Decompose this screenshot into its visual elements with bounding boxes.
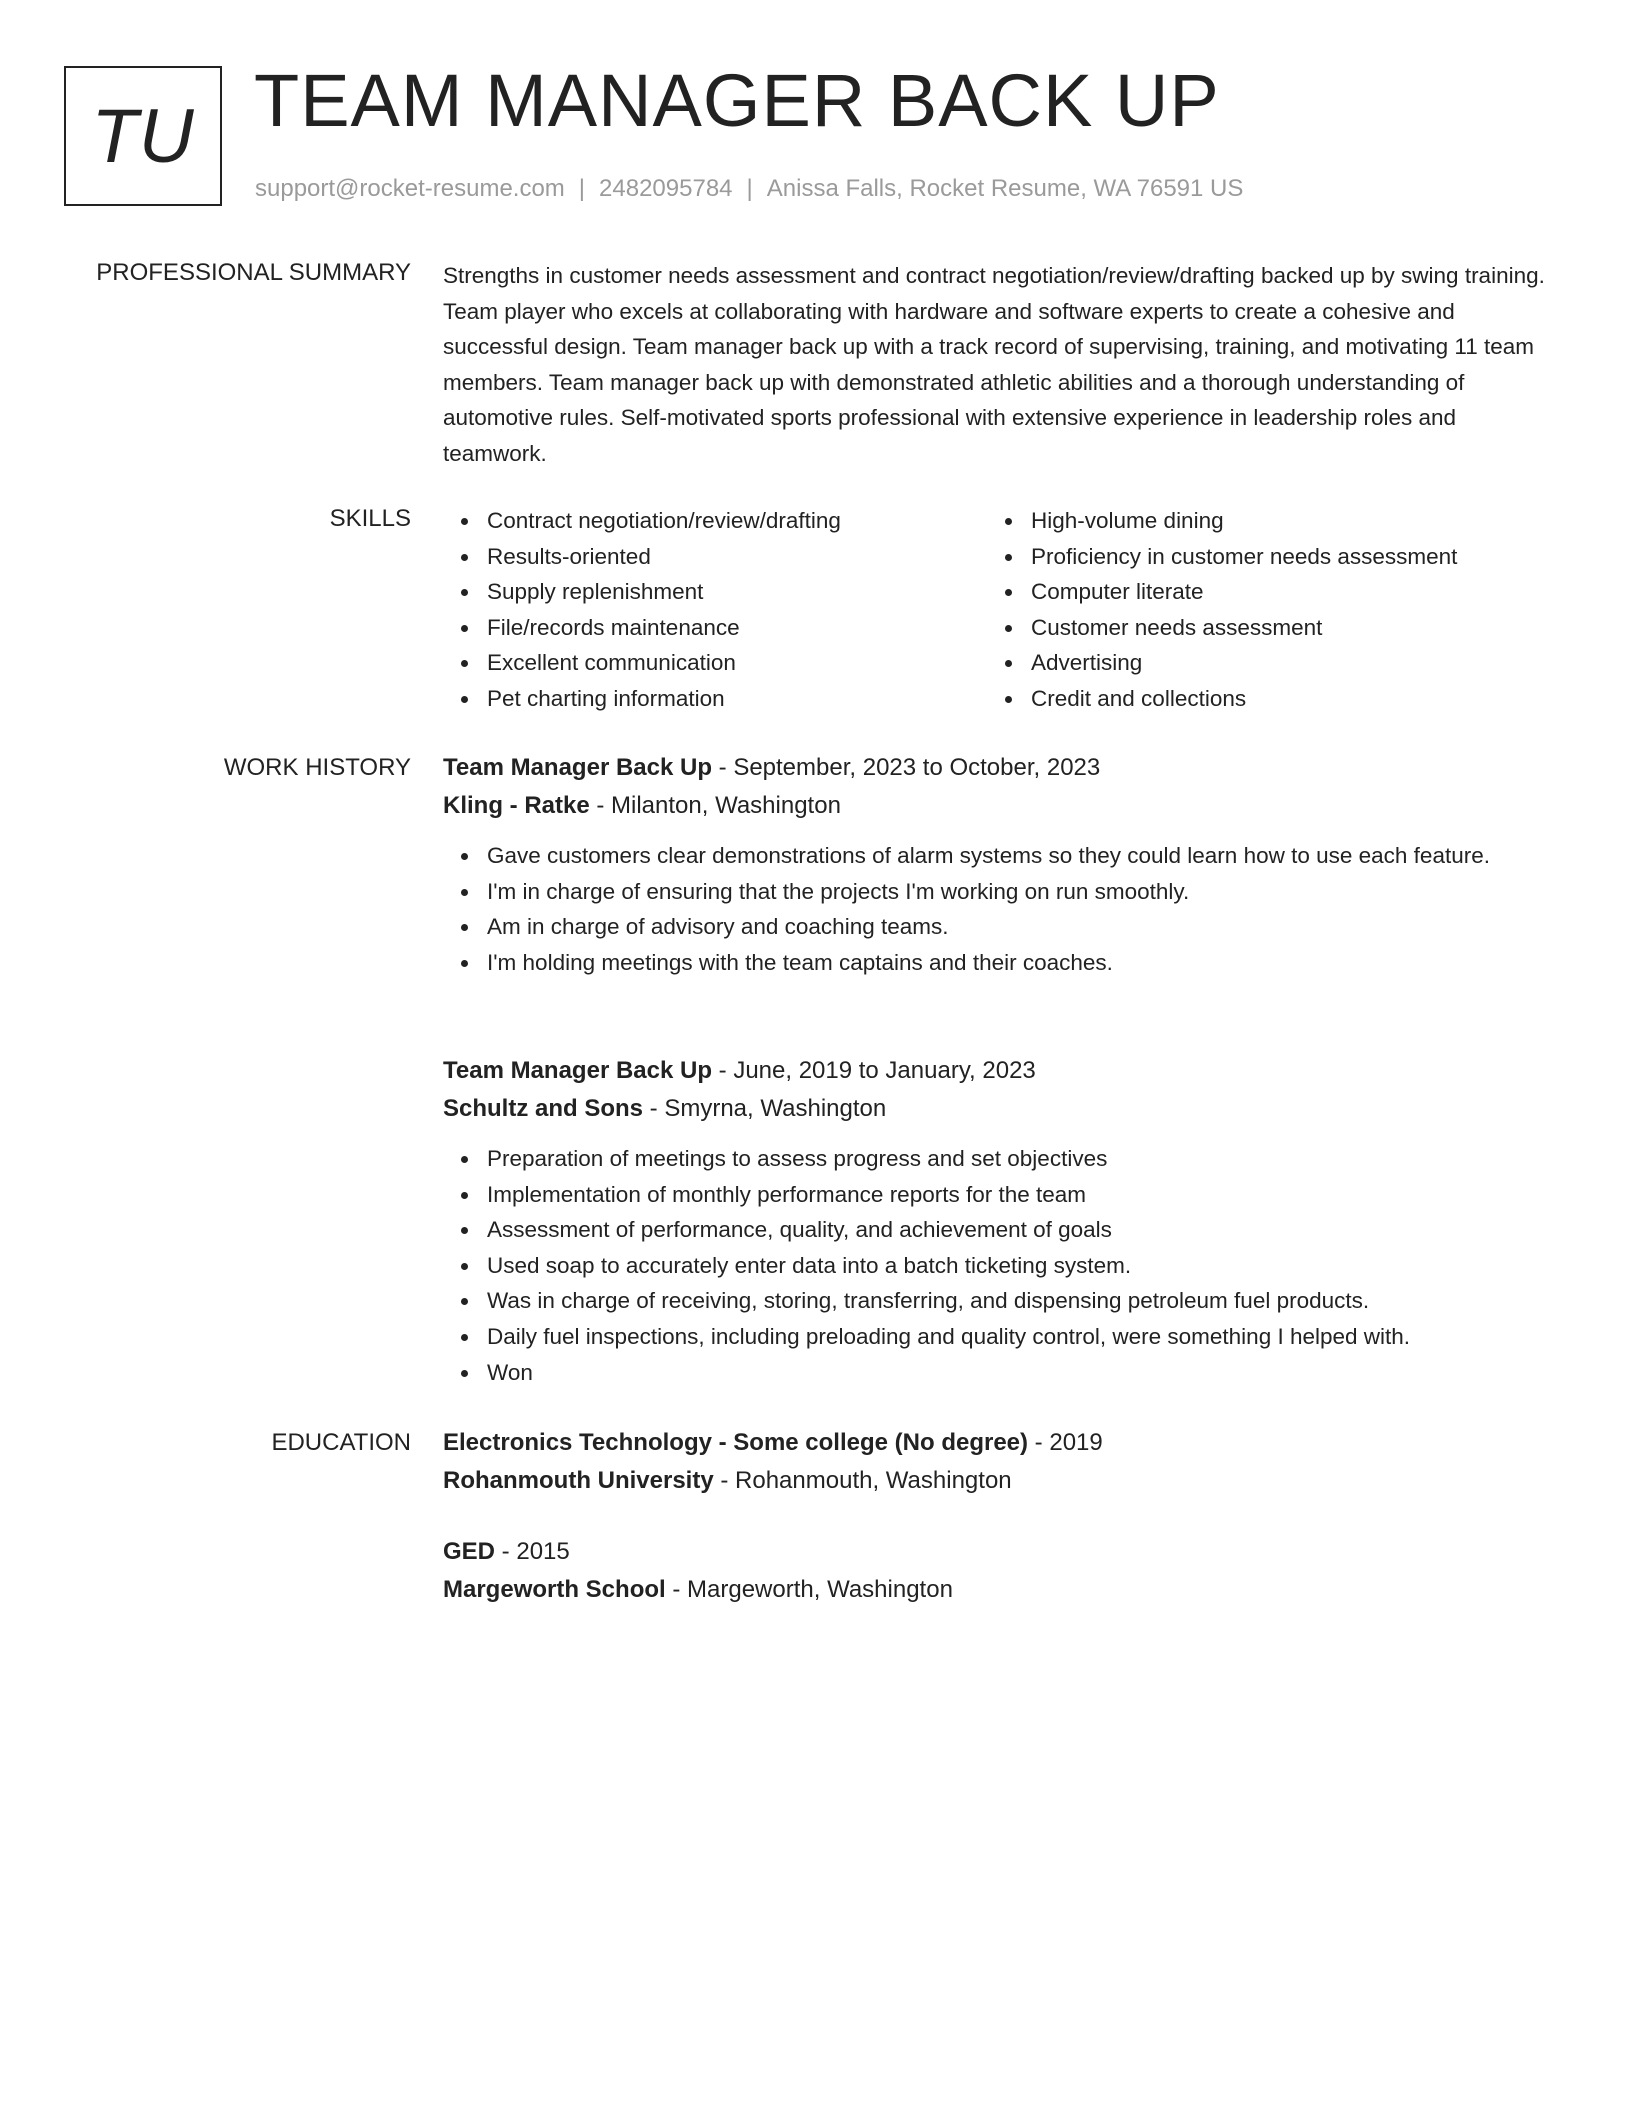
skills-column-right [987,503,1531,717]
job-title: Team Manager Back Up [443,1057,712,1084]
skills-column-left [443,503,987,717]
job-location: - Milanton, Washington [589,792,841,819]
job-dates: - June, 2019 to January, 2023 [711,1057,1036,1084]
skill-item: File/records maintenance [443,610,987,646]
skill-item: Proficiency in customer needs assessment [987,539,1531,575]
skill-item: Pet charting information [443,681,987,717]
degree-line [443,1424,1553,1462]
contact-address: Anissa Falls, Rocket Resume, WA 76591 US [766,175,1244,202]
job-company: Schultz and Sons [443,1095,644,1122]
job-bullet: Was in charge of receiving, storing, transferring, and dispensing petroleum fuel products. [443,1283,1553,1319]
education-heading: EDUCATION [271,1429,411,1456]
school: Rohanmouth University [443,1467,714,1494]
job-bullets [443,838,1553,980]
degree-line [443,1533,1553,1571]
job-bullet: Assessment of performance, quality, and achievement of goals [443,1212,1553,1248]
job-bullet: Am in charge of advisory and coaching teams. [443,909,1553,945]
skill-item: High-volume dining [987,503,1531,539]
job-location: - Smyrna, Washington [643,1095,887,1122]
job-bullet: Used soap to accurately enter data into a batch ticketing system. [443,1248,1553,1284]
skill-item: Customer needs assessment [987,610,1531,646]
skills-heading: SKILLS [329,505,411,532]
skill-item: Computer literate [987,574,1531,610]
education-entry [443,1424,1553,1500]
degree: Electronics Technology - Some college (No degree) [443,1429,1029,1456]
contact-line [255,174,1243,204]
job-bullets [443,1141,1553,1390]
school: Margeworth School [443,1576,666,1603]
school-line [443,1462,1553,1500]
job-company-line [443,787,1553,825]
monogram-initials: TU [91,93,195,179]
contact-separator: | [578,175,586,202]
summary-text: Strengths in customer needs assessment and contract negotiation/review/drafting backed up by swing training. Team player who excels at collaborating with hardware and software experts to create a cohesive and successful design. Team manager back up with a track record of supervising, training, and motivating 11 team members. Team manager back up with demonstrated athletic abilities and a thorough understanding of automotive rules. Self-motivated sports professional with extensive experience in leadership roles and teamwork. [443,263,1545,466]
skills-body [443,503,1553,717]
skill-item: Results-oriented [443,539,987,575]
job-company-line [443,1090,1553,1128]
job-entry [443,749,1553,980]
degree-year: - 2015 [495,1538,570,1565]
skill-item: Supply replenishment [443,574,987,610]
work-history-heading: WORK HISTORY [223,754,411,781]
contact-email: support@rocket-resume.com [255,175,565,202]
candidate-name: TEAM MANAGER BACK UP [254,59,1220,142]
job-title-line [443,749,1553,787]
degree-year: - 2019 [1028,1429,1103,1456]
school-line [443,1571,1553,1609]
skill-item: Excellent communication [443,645,987,681]
job-entry [443,1052,1553,1390]
contact-separator: | [746,175,753,202]
skill-item: Credit and collections [987,681,1531,717]
summary-heading: PROFESSIONAL SUMMARY [96,259,411,286]
school-location: - Margeworth, Washington [665,1576,953,1603]
job-bullet: I'm holding meetings with the team captains and their coaches. [443,945,1553,981]
job-bullet: I'm in charge of ensuring that the projects I'm working on run smoothly. [443,874,1553,910]
skills-columns [443,503,1553,717]
contact-phone: 2482095784 [599,175,733,202]
school-location: - Rohanmouth, Washington [713,1467,1012,1494]
degree: GED [443,1538,496,1565]
monogram-box [64,66,222,206]
job-bullet: Gave customers clear demonstrations of alarm systems so they could learn how to use each feature. [443,838,1553,874]
job-title-line [443,1052,1553,1090]
education-entry [443,1533,1553,1609]
job-bullet: Won [443,1355,1553,1391]
skill-item: Advertising [987,645,1531,681]
job-dates: - September, 2023 to October, 2023 [711,754,1101,781]
job-title: Team Manager Back Up [443,754,712,781]
skill-item: Contract negotiation/review/drafting [443,503,987,539]
job-bullet: Daily fuel inspections, including preloading and quality control, were something I helped with. [443,1319,1553,1355]
job-company: Kling - Ratke [443,792,590,819]
summary-body [443,258,1553,472]
job-bullet: Implementation of monthly performance reports for the team [443,1177,1553,1213]
job-bullet: Preparation of meetings to assess progress and set objectives [443,1141,1553,1177]
